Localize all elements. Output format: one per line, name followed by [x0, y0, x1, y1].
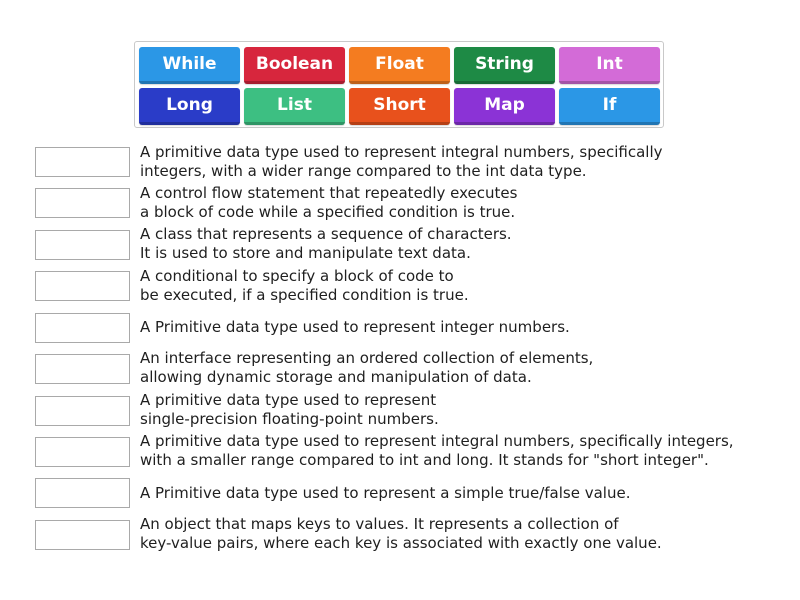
answer-slot-2[interactable]: [35, 188, 130, 218]
tile-int[interactable]: Int: [559, 47, 660, 84]
tile-long[interactable]: Long: [139, 88, 240, 125]
tile-while[interactable]: While: [139, 47, 240, 84]
definition-text-1: A primitive data type used to represent integral numbers, specifically integers, with a wider range compared to the int data type.: [140, 143, 663, 180]
tile-if[interactable]: If: [559, 88, 660, 125]
definition-text-3: A class that represents a sequence of characters. It is used to store and manipulate text data.: [140, 225, 512, 262]
answer-slot-7[interactable]: [35, 396, 130, 426]
answer-slot-3[interactable]: [35, 230, 130, 260]
answer-slot-8[interactable]: [35, 437, 130, 467]
tile-string[interactable]: String: [454, 47, 555, 84]
definition-text-5: A Primitive data type used to represent integer numbers.: [140, 318, 570, 336]
answer-slot-1[interactable]: [35, 147, 130, 177]
definition-text-10: An object that maps keys to values. It represents a collection of key-value pairs, where each key is associated with exactly one value.: [140, 515, 662, 552]
definition-text-8: A primitive data type used to represent integral numbers, specifically integers, with a smaller range compared to int and long. It stands for "short integer".: [140, 432, 734, 469]
answer-slot-4[interactable]: [35, 271, 130, 301]
tile-float[interactable]: Float: [349, 47, 450, 84]
answer-slot-10[interactable]: [35, 520, 130, 550]
answer-slot-9[interactable]: [35, 478, 130, 508]
definition-text-9: A Primitive data type used to represent a simple true/false value.: [140, 484, 631, 502]
definition-text-7: A primitive data type used to represent single-precision floating-point numbers.: [140, 391, 439, 428]
tile-boolean[interactable]: Boolean: [244, 47, 345, 84]
answer-slot-6[interactable]: [35, 354, 130, 384]
definition-text-2: A control flow statement that repeatedly executes a block of code while a specified condition is true.: [140, 184, 518, 221]
definition-text-4: A conditional to specify a block of code to be executed, if a specified condition is true.: [140, 267, 469, 304]
answer-tile-tray: [134, 41, 664, 128]
definition-text-6: An interface representing an ordered collection of elements, allowing dynamic storage and manipulation of data.: [140, 349, 594, 386]
answer-slot-5[interactable]: [35, 313, 130, 343]
tile-short[interactable]: Short: [349, 88, 450, 125]
tile-list[interactable]: List: [244, 88, 345, 125]
tile-map[interactable]: Map: [454, 88, 555, 125]
